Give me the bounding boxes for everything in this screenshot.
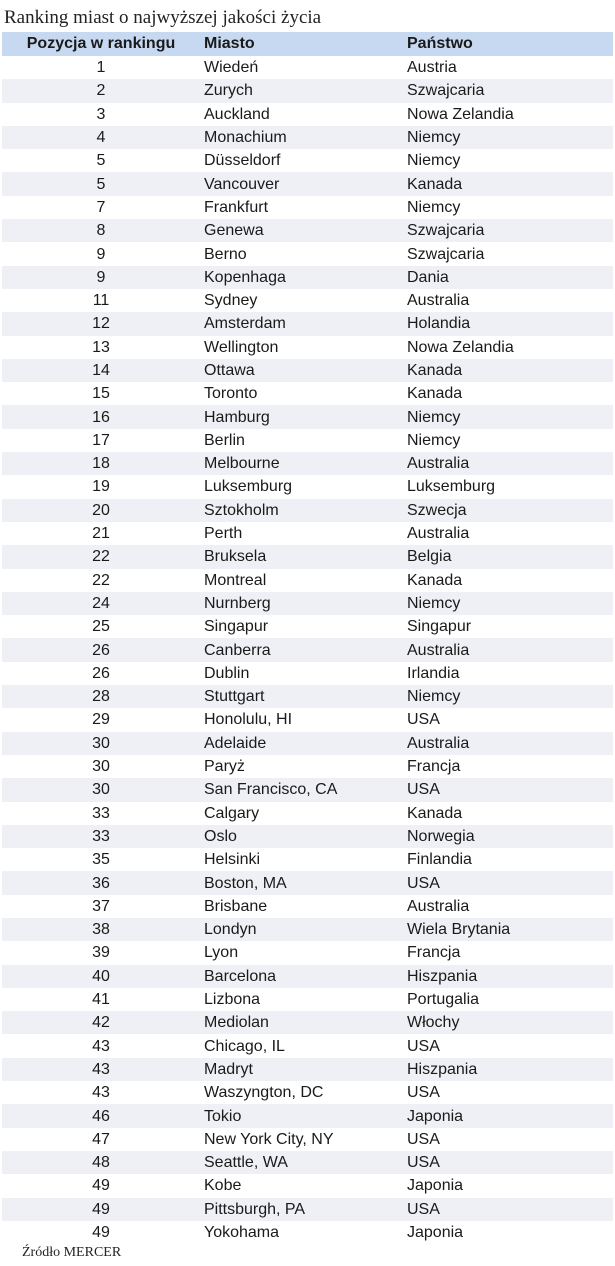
cell-city: Brisbane xyxy=(200,895,405,918)
cell-position: 8 xyxy=(2,219,200,242)
column-header-country: Państwo xyxy=(405,32,613,56)
table-row xyxy=(2,359,613,382)
cell-position: 36 xyxy=(2,871,200,894)
cell-city: Lyon xyxy=(200,941,405,964)
table-row xyxy=(2,1011,613,1034)
cell-city: Düsseldorf xyxy=(200,149,405,172)
table-row xyxy=(2,941,613,964)
cell-country: Niemcy xyxy=(405,196,613,219)
cell-country: Niemcy xyxy=(405,429,613,452)
cell-country: USA xyxy=(405,871,613,894)
cell-country: Portugalia xyxy=(405,988,613,1011)
cell-city: Luksemburg xyxy=(200,475,405,498)
cell-city: Berlin xyxy=(200,429,405,452)
cell-position: 26 xyxy=(2,662,200,685)
cell-position: 4 xyxy=(2,126,200,149)
cell-country: USA xyxy=(405,1034,613,1057)
cell-country: Holandia xyxy=(405,312,613,335)
cell-country: USA xyxy=(405,1081,613,1104)
table-row xyxy=(2,662,613,685)
cell-position: 15 xyxy=(2,382,200,405)
table-row xyxy=(2,615,613,638)
cell-position: 39 xyxy=(2,941,200,964)
cell-city: Helsinki xyxy=(200,848,405,871)
cell-position: 33 xyxy=(2,825,200,848)
cell-position: 22 xyxy=(2,569,200,592)
cell-position: 13 xyxy=(2,336,200,359)
cell-city: Kobe xyxy=(200,1174,405,1197)
cell-position: 41 xyxy=(2,988,200,1011)
cell-city: Londyn xyxy=(200,918,405,941)
cell-country: Francja xyxy=(405,755,613,778)
cell-country: USA xyxy=(405,778,613,801)
cell-position: 18 xyxy=(2,452,200,475)
table-row xyxy=(2,1058,613,1081)
cell-country: Kanada xyxy=(405,802,613,825)
cell-position: 25 xyxy=(2,615,200,638)
cell-position: 12 xyxy=(2,312,200,335)
table-row xyxy=(2,196,613,219)
cell-city: Berno xyxy=(200,242,405,265)
table-row xyxy=(2,219,613,242)
cell-position: 42 xyxy=(2,1011,200,1034)
cell-country: Kanada xyxy=(405,172,613,195)
cell-position: 49 xyxy=(2,1174,200,1197)
table-row xyxy=(2,452,613,475)
table-row xyxy=(2,685,613,708)
cell-city: Seattle, WA xyxy=(200,1151,405,1174)
cell-city: Sydney xyxy=(200,289,405,312)
table-row xyxy=(2,242,613,265)
table-row xyxy=(2,405,613,428)
cell-country: USA xyxy=(405,1151,613,1174)
table-row xyxy=(2,312,613,335)
cell-country: Nowa Zelandia xyxy=(405,103,613,126)
table-row xyxy=(2,708,613,731)
cell-country: Australia xyxy=(405,895,613,918)
cell-city: Ottawa xyxy=(200,359,405,382)
cell-country: Singapur xyxy=(405,615,613,638)
cell-country: Niemcy xyxy=(405,149,613,172)
cell-country: Nowa Zelandia xyxy=(405,336,613,359)
cell-city: Hamburg xyxy=(200,405,405,428)
cell-city: Barcelona xyxy=(200,965,405,988)
cell-country: USA xyxy=(405,1128,613,1151)
header-row xyxy=(2,32,613,56)
cell-country: Hiszpania xyxy=(405,1058,613,1081)
table-row xyxy=(2,755,613,778)
cell-city: Vancouver xyxy=(200,172,405,195)
source-note: Źródło MERCER xyxy=(22,1245,122,1260)
cell-country: Niemcy xyxy=(405,126,613,149)
cell-country: Szwajcaria xyxy=(405,219,613,242)
table-row xyxy=(2,1128,613,1151)
cell-position: 30 xyxy=(2,755,200,778)
cell-country: Japonia xyxy=(405,1174,613,1197)
cell-city: San Francisco, CA xyxy=(200,778,405,801)
cell-city: Oslo xyxy=(200,825,405,848)
cell-city: Paryż xyxy=(200,755,405,778)
table-row xyxy=(2,592,613,615)
cell-country: Japonia xyxy=(405,1221,613,1244)
table-row xyxy=(2,289,613,312)
cell-city: Singapur xyxy=(200,615,405,638)
table-row xyxy=(2,918,613,941)
cell-city: Genewa xyxy=(200,219,405,242)
cell-position: 40 xyxy=(2,965,200,988)
cell-city: Calgary xyxy=(200,802,405,825)
cell-city: Bruksela xyxy=(200,545,405,568)
cell-position: 37 xyxy=(2,895,200,918)
cell-position: 47 xyxy=(2,1128,200,1151)
table-row xyxy=(2,475,613,498)
cell-country: Australia xyxy=(405,289,613,312)
cell-country: USA xyxy=(405,1198,613,1221)
cell-country: Norwegia xyxy=(405,825,613,848)
table-body xyxy=(2,56,613,1244)
cell-country: Japonia xyxy=(405,1104,613,1127)
cell-country: Belgia xyxy=(405,545,613,568)
cell-country: Irlandia xyxy=(405,662,613,685)
table-row xyxy=(2,545,613,568)
table-row xyxy=(2,266,613,289)
cell-position: 33 xyxy=(2,802,200,825)
cell-position: 21 xyxy=(2,522,200,545)
cell-city: Mediolan xyxy=(200,1011,405,1034)
cell-country: Włochy xyxy=(405,1011,613,1034)
cell-position: 5 xyxy=(2,149,200,172)
table-row xyxy=(2,825,613,848)
table-row xyxy=(2,848,613,871)
table-header xyxy=(2,32,613,56)
cell-position: 11 xyxy=(2,289,200,312)
cell-city: Stuttgart xyxy=(200,685,405,708)
cell-city: Canberra xyxy=(200,638,405,661)
cell-city: Auckland xyxy=(200,103,405,126)
cell-city: Chicago, IL xyxy=(200,1034,405,1057)
cell-country: USA xyxy=(405,708,613,731)
cell-country: Szwajcaria xyxy=(405,242,613,265)
cell-position: 19 xyxy=(2,475,200,498)
table-row xyxy=(2,1034,613,1057)
page-title: Ranking miast o najwyższej jakości życia xyxy=(4,7,322,28)
table-row xyxy=(2,778,613,801)
cell-city: Yokohama xyxy=(200,1221,405,1244)
table-row xyxy=(2,569,613,592)
cell-city: Toronto xyxy=(200,382,405,405)
cell-country: Australia xyxy=(405,522,613,545)
table-row xyxy=(2,965,613,988)
cell-country: Kanada xyxy=(405,382,613,405)
cell-position: 48 xyxy=(2,1151,200,1174)
cell-country: Kanada xyxy=(405,359,613,382)
cell-country: Austria xyxy=(405,56,613,79)
cell-city: Dublin xyxy=(200,662,405,685)
cell-position: 3 xyxy=(2,103,200,126)
cell-position: 22 xyxy=(2,545,200,568)
table-row xyxy=(2,56,613,79)
cell-city: Madryt xyxy=(200,1058,405,1081)
cell-city: Frankfurt xyxy=(200,196,405,219)
table-row xyxy=(2,871,613,894)
cell-position: 7 xyxy=(2,196,200,219)
cell-city: Wellington xyxy=(200,336,405,359)
table-row xyxy=(2,1174,613,1197)
cell-city: Zurych xyxy=(200,79,405,102)
ranking-table xyxy=(2,32,613,1244)
cell-city: Kopenhaga xyxy=(200,266,405,289)
cell-position: 2 xyxy=(2,79,200,102)
cell-city: Monachium xyxy=(200,126,405,149)
table-row xyxy=(2,638,613,661)
cell-position: 43 xyxy=(2,1058,200,1081)
table-row xyxy=(2,1104,613,1127)
cell-position: 14 xyxy=(2,359,200,382)
cell-position: 17 xyxy=(2,429,200,452)
cell-position: 9 xyxy=(2,242,200,265)
cell-city: Nurnberg xyxy=(200,592,405,615)
cell-city: Melbourne xyxy=(200,452,405,475)
table-row xyxy=(2,895,613,918)
cell-city: Lizbona xyxy=(200,988,405,1011)
cell-country: Luksemburg xyxy=(405,475,613,498)
cell-position: 30 xyxy=(2,732,200,755)
table-row xyxy=(2,172,613,195)
cell-city: Waszyngton, DC xyxy=(200,1081,405,1104)
table-row xyxy=(2,522,613,545)
cell-city: Amsterdam xyxy=(200,312,405,335)
cell-country: Szwecja xyxy=(405,499,613,522)
table-row xyxy=(2,429,613,452)
table-row xyxy=(2,382,613,405)
cell-country: Australia xyxy=(405,732,613,755)
table-row xyxy=(2,126,613,149)
table-row xyxy=(2,336,613,359)
cell-city: Sztokholm xyxy=(200,499,405,522)
table-row xyxy=(2,1151,613,1174)
cell-city: Montreal xyxy=(200,569,405,592)
cell-country: Wiela Brytania xyxy=(405,918,613,941)
cell-position: 29 xyxy=(2,708,200,731)
column-header-city: Miasto xyxy=(200,32,405,56)
cell-country: Niemcy xyxy=(405,405,613,428)
cell-city: Honolulu, HI xyxy=(200,708,405,731)
cell-city: Boston, MA xyxy=(200,871,405,894)
table-row xyxy=(2,988,613,1011)
table-row xyxy=(2,1198,613,1221)
cell-country: Hiszpania xyxy=(405,965,613,988)
cell-position: 5 xyxy=(2,172,200,195)
cell-country: Francja xyxy=(405,941,613,964)
cell-country: Finlandia xyxy=(405,848,613,871)
cell-city: Adelaide xyxy=(200,732,405,755)
cell-city: Perth xyxy=(200,522,405,545)
cell-city: Pittsburgh, PA xyxy=(200,1198,405,1221)
cell-position: 43 xyxy=(2,1034,200,1057)
table-row xyxy=(2,1081,613,1104)
cell-city: Tokio xyxy=(200,1104,405,1127)
cell-country: Niemcy xyxy=(405,685,613,708)
cell-city: Wiedeń xyxy=(200,56,405,79)
cell-country: Australia xyxy=(405,452,613,475)
cell-position: 43 xyxy=(2,1081,200,1104)
cell-position: 38 xyxy=(2,918,200,941)
table-row xyxy=(2,1221,613,1244)
table-row xyxy=(2,732,613,755)
cell-position: 16 xyxy=(2,405,200,428)
cell-position: 28 xyxy=(2,685,200,708)
table-row xyxy=(2,103,613,126)
table-row xyxy=(2,79,613,102)
cell-position: 9 xyxy=(2,266,200,289)
cell-country: Szwajcaria xyxy=(405,79,613,102)
table-row xyxy=(2,802,613,825)
cell-position: 26 xyxy=(2,638,200,661)
cell-position: 30 xyxy=(2,778,200,801)
cell-position: 49 xyxy=(2,1198,200,1221)
cell-country: Dania xyxy=(405,266,613,289)
column-header-position: Pozycja w rankingu xyxy=(2,32,200,56)
cell-country: Kanada xyxy=(405,569,613,592)
table-row xyxy=(2,499,613,522)
cell-country: Niemcy xyxy=(405,592,613,615)
cell-position: 49 xyxy=(2,1221,200,1244)
cell-position: 24 xyxy=(2,592,200,615)
cell-country: Australia xyxy=(405,638,613,661)
cell-position: 35 xyxy=(2,848,200,871)
cell-position: 1 xyxy=(2,56,200,79)
cell-position: 46 xyxy=(2,1104,200,1127)
table-row xyxy=(2,149,613,172)
cell-position: 20 xyxy=(2,499,200,522)
cell-city: New York City, NY xyxy=(200,1128,405,1151)
